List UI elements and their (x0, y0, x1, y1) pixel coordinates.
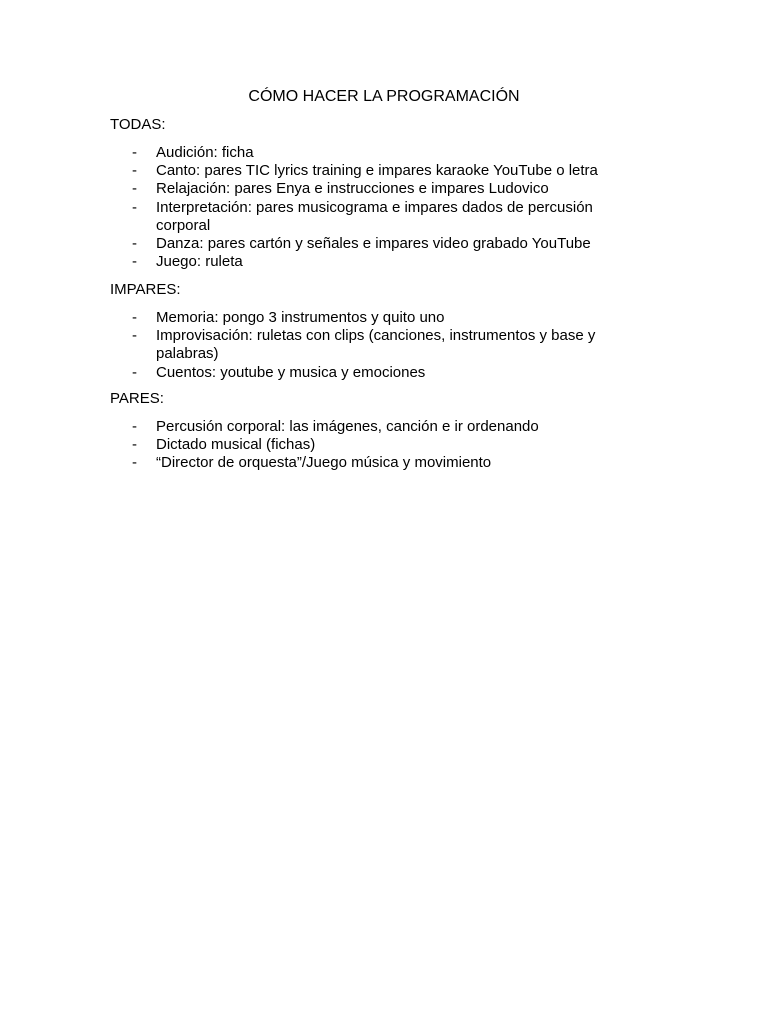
list-item-text: Cuentos: youtube y musica y emociones (156, 363, 426, 381)
bullet-dash: - (132, 180, 137, 198)
list-item-text: Dictado musical (fichas) (156, 436, 316, 454)
list-item-text: Audición: ficha (156, 144, 254, 161)
list-item (130, 235, 630, 253)
bullet-dash: - (132, 418, 137, 435)
list-item-text: Relajación: pares Enya e instrucciones e impares Ludovico (156, 180, 549, 198)
list-item (130, 162, 630, 180)
document-title: CÓMO HACER LA PROGRAMACIÓN (248, 88, 520, 105)
list-item (130, 327, 642, 363)
list-item-text: Danza: pares cartón y señales e impares video grabado YouTube (156, 235, 591, 253)
section-heading-pares: PARES: (110, 390, 164, 407)
bullet-dash: - (132, 363, 137, 381)
list-item-text: “Director de orquesta”/Juego música y movimiento (156, 454, 492, 472)
bullet-dash: - (132, 327, 137, 345)
list-item (130, 364, 630, 382)
bullet-dash: - (132, 436, 137, 454)
section-heading-impares: IMPARES: (110, 281, 181, 298)
list-todas (130, 144, 630, 271)
bullet-dash: - (132, 454, 137, 472)
list-item (130, 180, 630, 198)
bullet-dash: - (132, 253, 137, 271)
bullet-dash: - (132, 235, 137, 253)
list-item (130, 253, 630, 271)
section-heading-todas: TODAS: (110, 116, 166, 133)
bullet-dash: - (132, 144, 137, 161)
list-item (130, 418, 630, 436)
list-item (130, 144, 630, 162)
list-pares (130, 418, 630, 473)
list-item (130, 454, 630, 472)
list-item-text: Improvisación: ruletas con clips (canciones, instrumentos y base y palabras) (156, 327, 596, 363)
list-impares (130, 309, 630, 382)
list-item-text: Interpretación: pares musicograma e impares dados de percusión corporal (156, 198, 593, 234)
list-item-text: Percusión corporal: las imágenes, canción e ir ordenando (156, 418, 539, 435)
list-item (130, 436, 630, 454)
list-item-text: Juego: ruleta (156, 253, 243, 271)
bullet-dash: - (132, 198, 137, 216)
bullet-dash: - (132, 162, 137, 180)
list-item (130, 199, 616, 235)
list-item (130, 309, 630, 327)
list-item-text: Memoria: pongo 3 instrumentos y quito uno (156, 309, 445, 326)
list-item-text: Canto: pares TIC lyrics training e impares karaoke YouTube o letra (156, 162, 598, 180)
bullet-dash: - (132, 309, 137, 326)
